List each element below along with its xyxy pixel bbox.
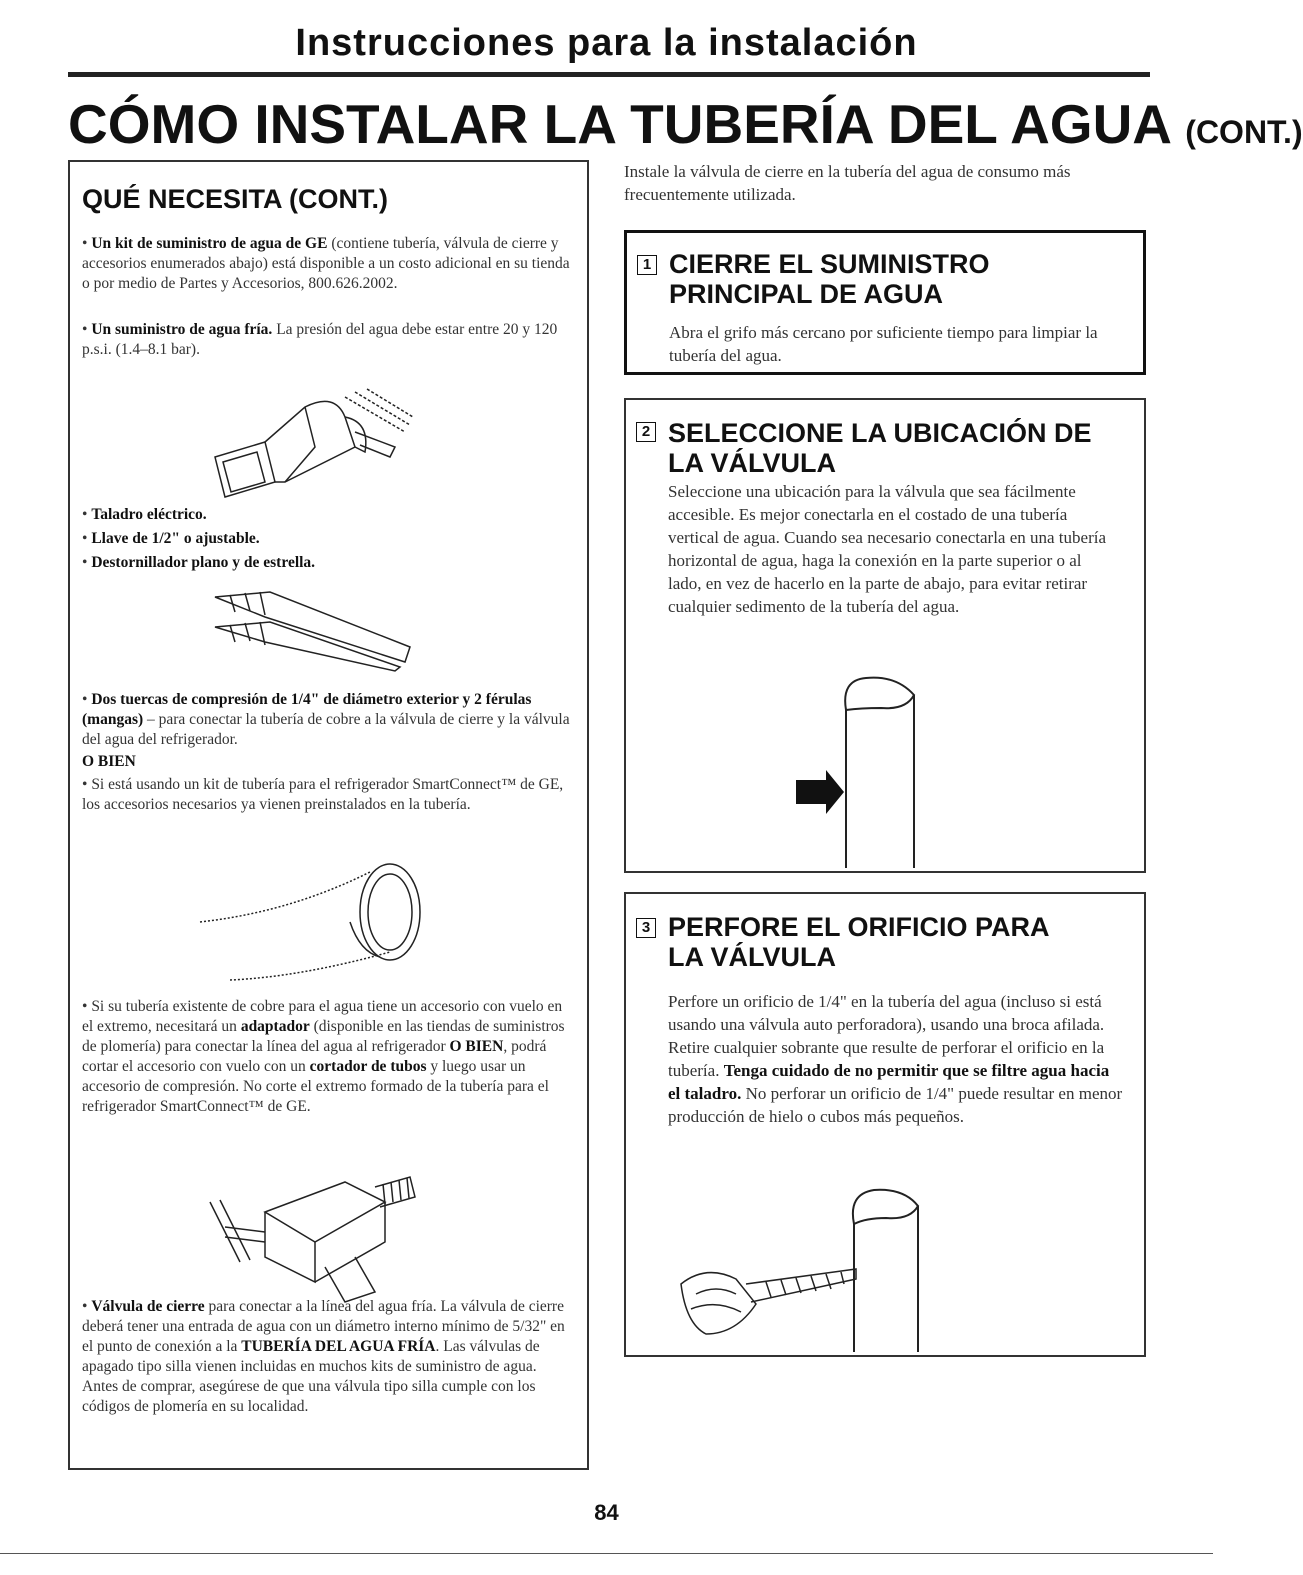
step-2-box (624, 398, 1146, 873)
main-heading: CÓMO INSTALAR LA TUBERÍA DEL AGUA (CONT.) (68, 93, 1303, 155)
list-item-wrench: • Llave de 1/2" o ajustable. (82, 530, 260, 547)
title-rule (68, 72, 1150, 77)
intro-text: Instale la válvula de cierre en la tubería del agua de consumo más frecuentemente utilizada. (624, 162, 1071, 204)
list-item-compression-nuts: • Dos tuercas de compresión de 1/4" de diámetro exterior y 2 férulas (mangas) – para conectar la tubería de cobre a la válvula de cierre y la válvula del agua del refrigerador. (82, 691, 570, 748)
what-you-need-heading: QUÉ NECESITA (CONT.) (82, 184, 389, 214)
list-item-screwdriver: • Destornillador plano y de estrella. (82, 554, 316, 571)
bottom-rule (0, 1553, 1213, 1554)
step-2-title: SELECCIONE LA UBICACIÓN DE LA VÁLVULA (668, 418, 1092, 478)
list-item-water-kit: • Un kit de suministro de agua de GE (contiene tubería, válvula de cierre y accesorios enumerados abajo) está disponible a un costo adicional en su tienda o por medio de Partes y Accesorios, 800.626.2002. (82, 235, 570, 292)
what-you-need-box (68, 160, 589, 1470)
list-item-shutoff-valve: • Válvula de cierre para conectar a la línea del agua fría. La válvula de cierre deberá tener una entrada de agua con un diámetro interno mínimo de 5/32" en el punto de conexión a la TUBERÍA DEL AGUA FRÍA. Las válvulas de apagado tipo silla vienen incluidas en muchos kits de suministro de agua. Antes de comprar, asegúrese de que una válvula tipo silla cumple con los códigos de plomería en su localidad. (82, 1298, 565, 1415)
page-number: 84 (594, 1500, 619, 1525)
list-item-smartconnect: • Si está usando un kit de tubería para el refrigerador SmartConnect™ de GE, los accesorios necesarios ya vienen preinstalados en la tubería. (82, 776, 564, 813)
vertical-pipe-illustration (786, 670, 946, 870)
list-item-drill: • Taladro eléctrico. (82, 506, 207, 523)
o-bien-label: O BIEN (82, 753, 136, 770)
step-3-number: 3 (636, 918, 656, 938)
step-1-number: 1 (637, 255, 657, 275)
page-title: Instrucciones para la instalación (295, 22, 918, 64)
step-3-body: Perfore un orificio de 1/4" en la tubería del agua (incluso si está usando una válvula auto perforadora), usando una broca afilada. Retire cualquier sobrante que resulte de perforar el orificio en la tubería. Tenga cuidado de no permitir que se filtre agua hacia el taladro. No perforar un orificio de 1/4" puede resultar en menor producción de hielo o cubos más pequeños. (668, 992, 1123, 1126)
flared-tube-illustration (190, 842, 430, 982)
compression-nuts-illustration (210, 587, 420, 672)
list-item-cold-water: • Un suministro de agua fría. La presión del agua debe estar entre 20 y 120 p.s.i. (1.4–8.1 bar). (82, 321, 558, 358)
step-3-box (624, 892, 1146, 1357)
step-1-box (624, 230, 1146, 375)
step-2-body: Seleccione una ubicación para la válvula que sea fácilmente accesible. Es mejor conectarla en el costado de una tubería vertical de agua. Cuando sea necesario conectarla en una tubería horizontal de agua, haga la conexión en la parte superior o al lado, en vez de hacerlo en la parte de abajo, para evitar retirar cualquier sedimento de la tubería del agua. (668, 482, 1106, 616)
shutoff-valve-illustration (195, 1172, 425, 1292)
drill-illustration (195, 387, 425, 507)
step-3-title: PERFORE EL ORIFICIO PARA LA VÁLVULA (668, 912, 1050, 972)
step-1-title: CIERRE EL SUMINISTRO PRINCIPAL DE AGUA (669, 249, 990, 309)
step-2-number: 2 (636, 422, 656, 442)
drilling-pipe-illustration (676, 1184, 936, 1354)
step-1-body: Abra el grifo más cercano por suficiente tiempo para limpiar la tubería del agua. (669, 323, 1098, 365)
list-item-adapter: • Si su tubería existente de cobre para el agua tiene un accesorio con vuelo en el extremo, necesitará un adaptador (disponible en las tiendas de suministros de plomería) para conectar la línea del agua al refrigerador O BIEN, podrá cortar el accesorio con vuelo con un cortador de tubos y luego usar un accesorio de compresión. No corte el extremo formado de la tubería para el refrigerador SmartConnect™ de GE. (82, 998, 565, 1115)
